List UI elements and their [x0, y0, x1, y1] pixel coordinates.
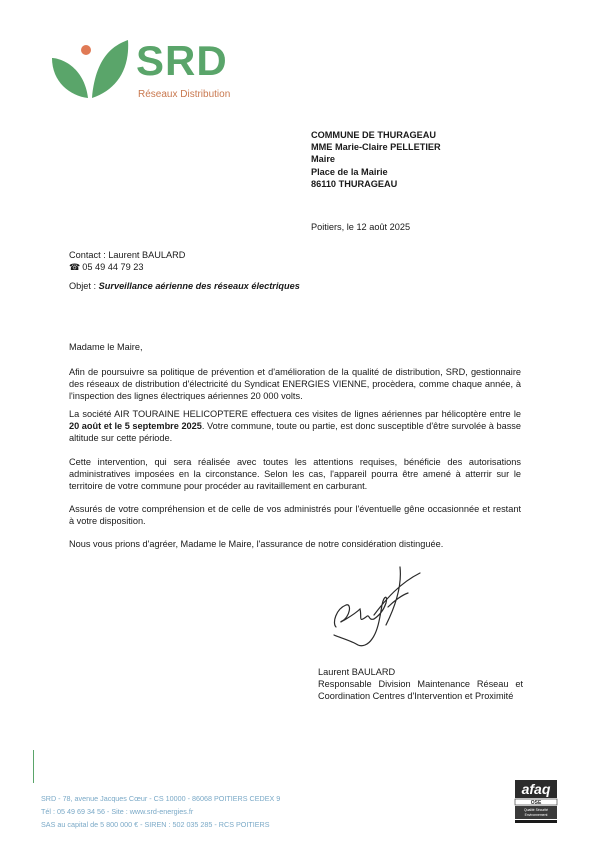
signer-title: Responsable Division Maintenance Réseau et Coordination Centres d'Intervention et Proximité	[318, 679, 523, 701]
paragraph-2-part-b: . Votre commune, toute ou partie, est donc susceptible d'être survolée à basse altitude sur cette période.	[69, 421, 522, 444]
contact-block	[69, 249, 185, 273]
contact-phone: 05 49 44 79 23	[82, 262, 144, 272]
footer-legal: SAS au capital de 5 800 000 € - SIREN : 502 035 285 - RCS POITIERS	[41, 820, 270, 829]
svg-text:afaq: afaq	[521, 781, 551, 797]
paragraph-2-dates: 20 août et le 5 septembre 2025	[69, 421, 202, 432]
paragraph-4: Assurés de votre compréhension et de celle de vos administrés pour l'éventuelle gêne occasionnée et restant à votre disposition.	[69, 504, 521, 527]
paragraph-2-part-a: La société AIR TOURAINE HELICOPTERE effectuera ces visites de lignes aériennes par hélicoptère entre le	[69, 409, 521, 419]
paragraph-2	[69, 408, 521, 445]
contact-name: Contact : Laurent BAULARD	[69, 250, 186, 260]
subject-line	[69, 281, 300, 291]
svg-text:Qualité Sécurité: Qualité Sécurité	[523, 808, 549, 812]
footer	[41, 792, 280, 831]
closing-paragraph: Nous vous prions d'agréer, Madame le Maire, l'assurance de notre considération distinguée.	[69, 539, 444, 549]
salutation: Madame le Maire,	[69, 342, 143, 352]
afaq-certification-logo	[513, 778, 559, 825]
svg-text:Environnement: Environnement	[524, 813, 548, 817]
logo-wordmark: SRD	[136, 37, 228, 84]
recipient-address	[311, 129, 441, 190]
recipient-line: 86110 THURAGEAU	[311, 178, 398, 189]
phone-icon: ☎	[69, 262, 81, 272]
footer-contact: Tél : 05 49 69 34 56 - Site : www.srd-energies.fr	[41, 807, 194, 816]
paragraph-3: Cette intervention, qui sera réalisée avec toutes les attentions requises, bénéficie des autorisations administratives imposées en la circonstance. Selon les cas, l'appareil pourra être amené à atterrir sur le territoire de votre commune pour procéder au ravitaillement en carburant.	[69, 457, 521, 492]
paragraph-1: Afin de poursuivre sa politique de prévention et d'amélioration de la qualité de distribution, SRD, gestionnaire des réseaux de distribution d'électricité du Syndicat ENERGIES VIENNE, procèdera, comme chaque année, à l'inspection des lignes électriques aériennes 20 000 volts.	[69, 367, 521, 402]
footer-divider	[33, 750, 34, 783]
recipient-line: Place de la Mairie	[311, 166, 388, 177]
recipient-line: Maire	[311, 154, 336, 165]
footer-address: SRD - 78, avenue Jacques Cœur - CS 10000 - 86068 POITIERS CEDEX 9	[41, 794, 281, 803]
svg-text:OSE: OSE	[530, 800, 542, 806]
signer-name: Laurent BAULARD	[318, 667, 396, 677]
logo-tagline: Réseaux Distribution	[138, 89, 231, 100]
signer-block	[318, 666, 523, 702]
recipient-line: COMMUNE DE THURAGEAU	[311, 130, 437, 140]
recipient-line: MME Marie-Claire PELLETIER	[311, 142, 441, 153]
handwritten-signature	[328, 565, 423, 650]
subject-text: Surveillance aérienne des réseaux électriques	[98, 281, 300, 291]
letter-date: Poitiers, le 12 août 2025	[311, 222, 411, 232]
subject-label: Objet :	[69, 281, 97, 291]
srd-logo-leaves-icon	[50, 36, 130, 100]
